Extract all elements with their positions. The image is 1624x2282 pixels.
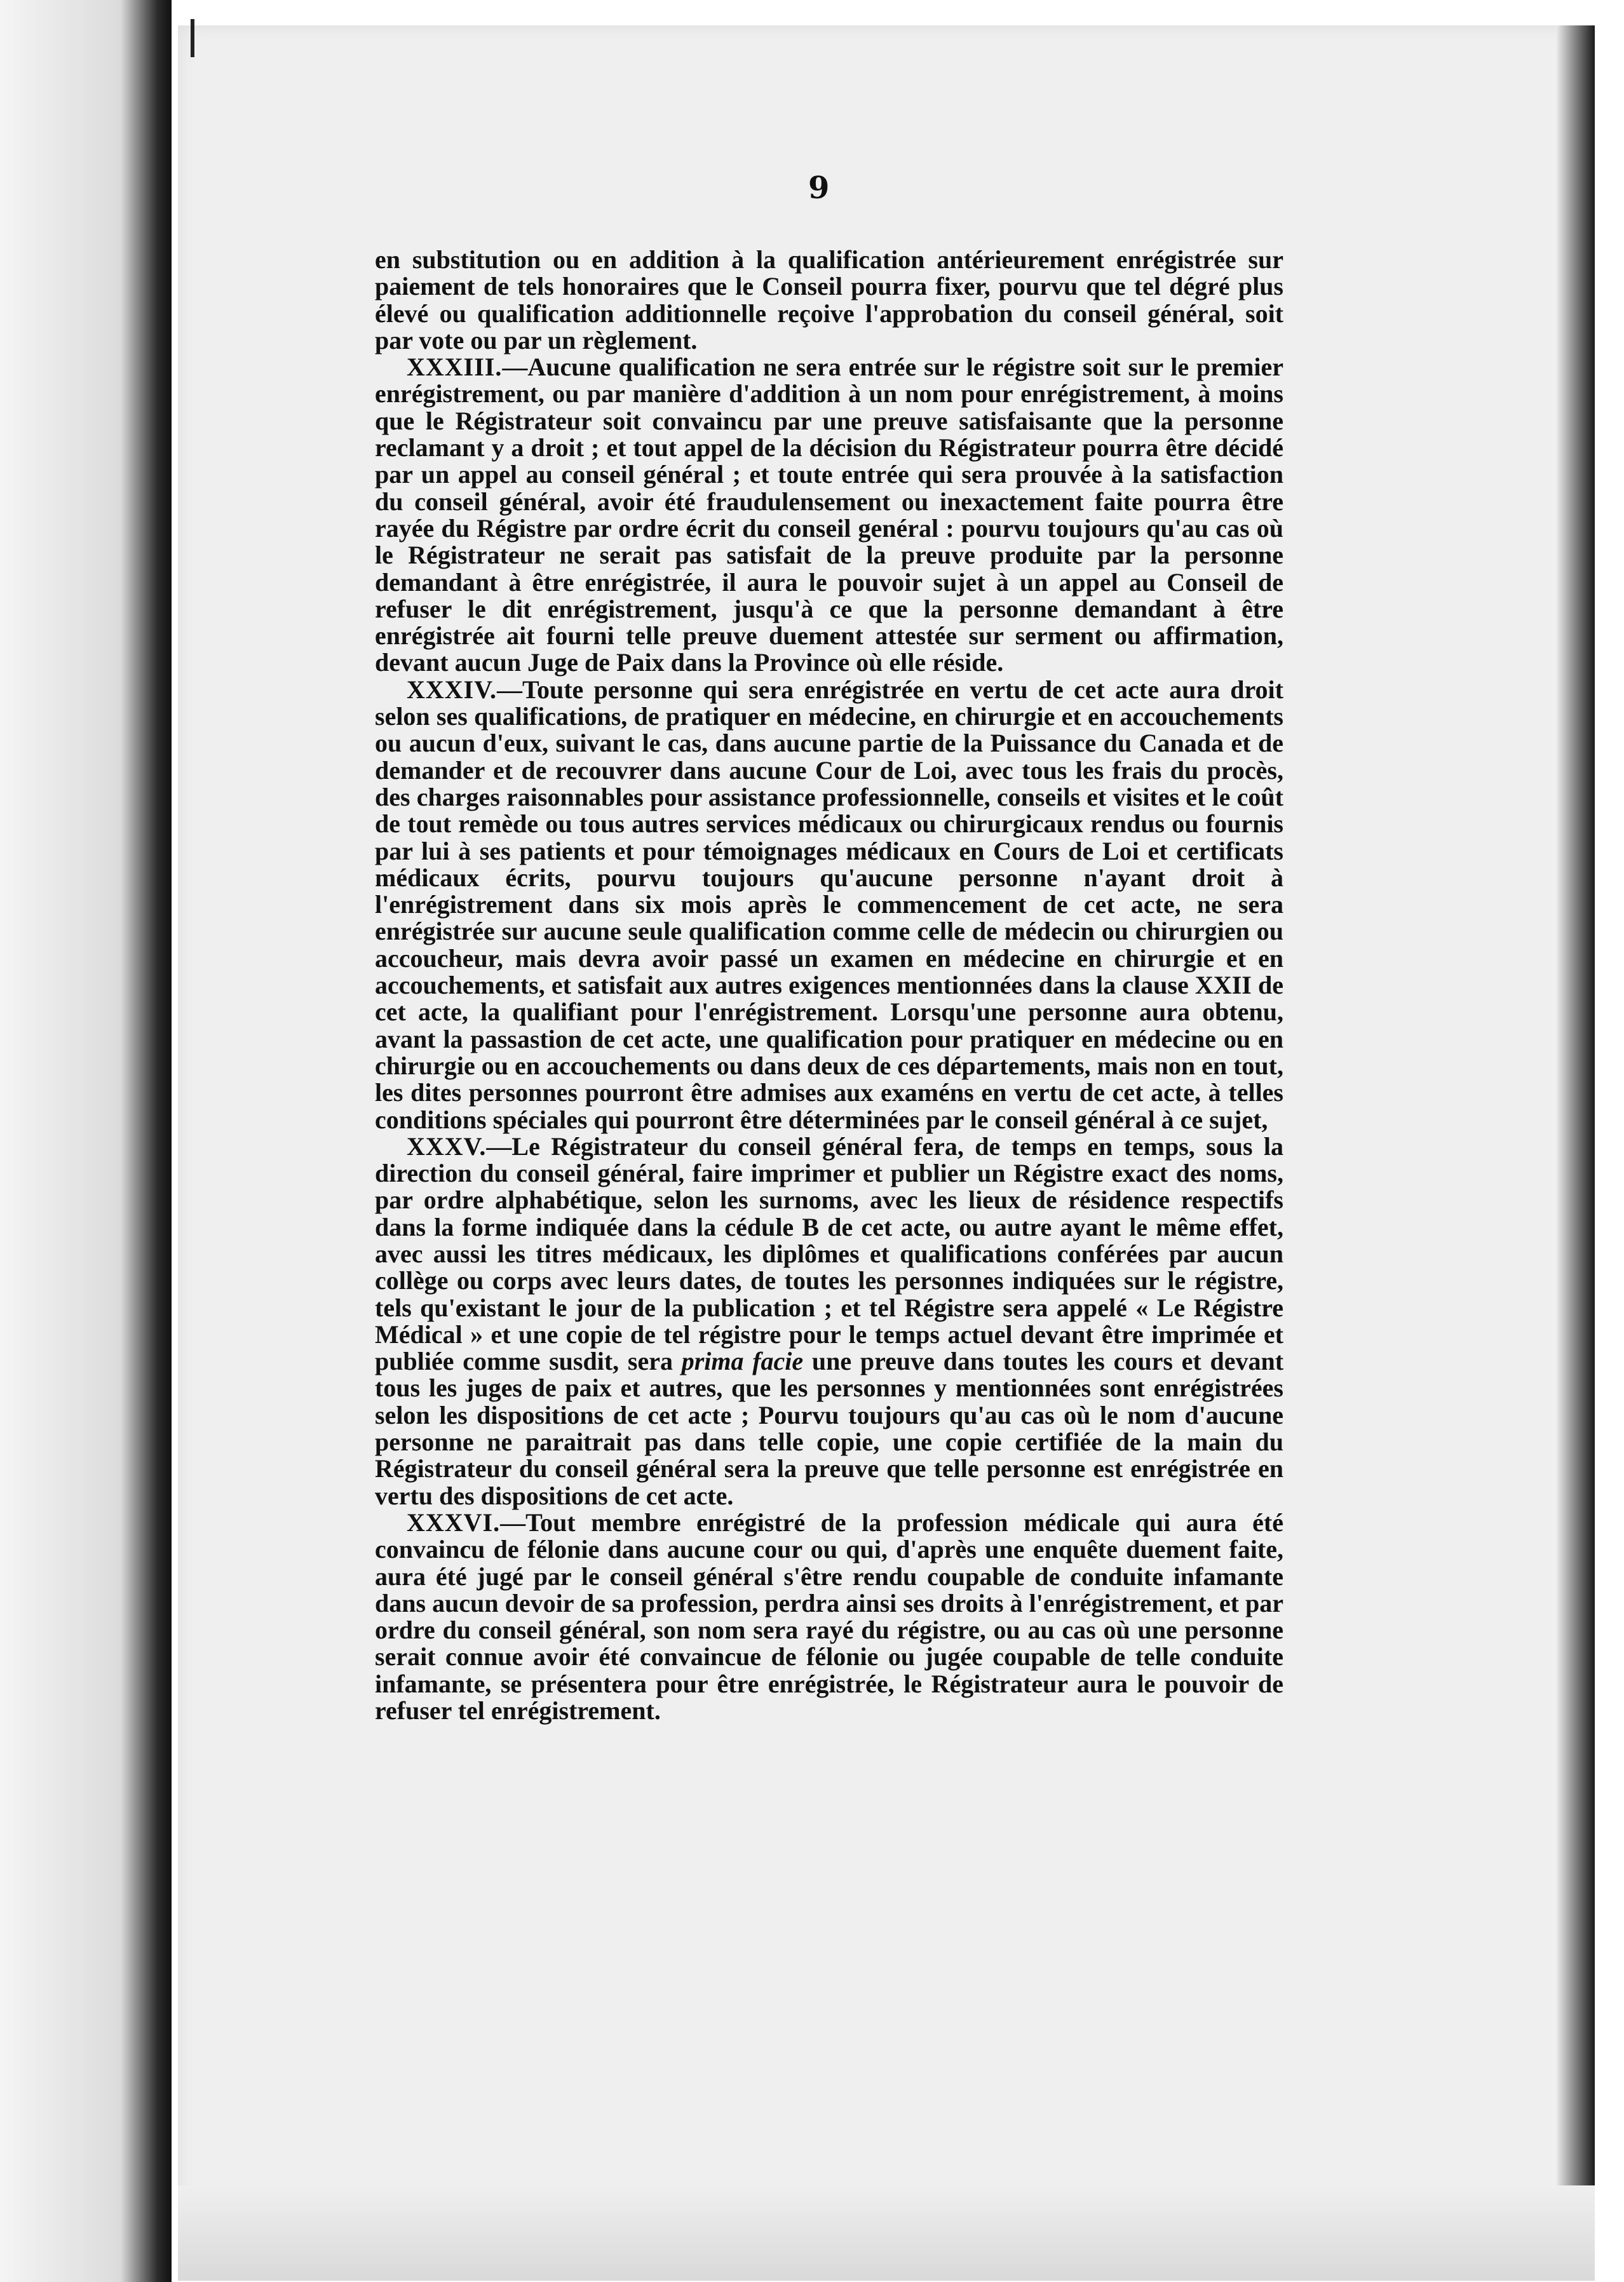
document-body — [375, 246, 1283, 1724]
page-bottom-shading — [178, 2185, 1595, 2281]
paragraph-section-34 — [375, 677, 1283, 1133]
section-number: XXXVI. — [407, 1508, 501, 1537]
paragraph-section-35 — [375, 1133, 1283, 1509]
paragraph-italic-text: prima facie — [681, 1347, 804, 1376]
paragraph-section-36 — [375, 1509, 1283, 1724]
section-number: XXXIV. — [407, 675, 497, 704]
section-number: XXXV. — [407, 1131, 487, 1161]
paragraph-text: —Toute personne qui sera enrégistrée en vertu de cet acte aura droit selon ses qualifications, de pratiquer en médecine, en chirurgie et en accouchements ou aucun d'eux, suivant le cas, dans aucune partie de la Puissance du Canada et de demander et de recouvrer dans aucune Cour de Loi, avec tous les frais du procès, des charges raisonnables pour assistance professionnelle, conseils et visites et le coût de tout remède ou tous autres services médicaux ou chirurgicaux rendus ou fournis par lui à ses patients et pour témoignages médicaux en Cours de Loi et certificats médicaux écrits, pourvu toujours qu'aucune personne n'ayant droit à l'enrégistrement dans six mois après le commencement de cet acte, ne sera enrégistrée sur aucune seule qualification comme celle de médecin ou chirurgien ou accoucheur, mais devra avoir passé un examen en médecine en chirurgie et en accouchements, et satisfait aux autres exigences mentionnées dans la clause XXII de cet acte, la qualifiant pour l'enrégistrement. Lorsqu'une personne aura obtenu, avant la passastion de cet acte, une qualification pour pratiquer en médecine ou en chirurgie ou en accouchements ou dans deux de ces départements, mais non en tout, les dites personnes pourront être admises aux examéns en vertu de cet acte, à telles conditions spéciales qui pourront être déterminées par le conseil général à ce sujet, — [375, 675, 1283, 1134]
facing-page-edge — [0, 0, 172, 2282]
page-number: 9 — [808, 170, 830, 206]
paragraph-text: en substitution ou en addition à la qualification antérieurement enrégistrée sur paiement de tels honoraires que le Conseil pourra fixer, pourvu que tel dégré plus élevé ou qualification additionnelle reçoive l'approbation du conseil général, soit par vote ou par un règlement. — [375, 245, 1283, 354]
paragraph-continuation — [375, 246, 1283, 354]
paragraph-text: —Aucune qualification ne sera entrée sur le régistre soit sur le premier enrégistrement, ou par manière d'addition à un nom pour enrégistrement, à moins que le Régistrateur soit convaincu par une preuve satisfaisante que la personne reclamant y a droit ; et tout appel de la décision du Régistrateur pourra être décidé par un appel au conseil général ; et toute entrée qui sera prouvée à la satisfaction du conseil général, avoir été fraudulensement ou inexactement faite pourra être rayée du Régistre par ordre écrit du conseil genéral : pourvu toujours qu'au cas où le Régistrateur ne serait pas satisfait de la preuve produite par la personne demandant à être enrégistrée, il aura le pouvoir sujet à un appel au Conseil de refuser le dit enrégistrement, jusqu'à ce que la personne demandant à être enrégistrée ait fourni telle preuve duement attestée sur serment ou affirmation, devant aucun Juge de Paix dans la Province où elle réside. — [375, 353, 1283, 677]
margin-mark — [191, 19, 194, 57]
paragraph-text: une preuve dans toutes les cours et devant tous les juges de paix et autres, que les personnes y mentionnées sont enrégistrées selon les dispositions de cet acte ; Pourvu toujours qu'au cas où le nom d'aucune personne ne paraitrait pas dans telle copie, une copie certifiée de la main du Régistrateur du conseil général sera la preuve que telle personne est enrégistrée en vertu des dispositions de cet acte. — [375, 1347, 1284, 1510]
paragraph-text: —Tout membre enrégistré de la profession médicale qui aura été convaincu de félonie dans aucune cour ou qui, d'après une enquête duement faite, aura été jugé par le conseil général s'être rendu coupable de conduite infamante dans aucun devoir de sa profession, perdra ainsi ses droits à l'enrégistrement, et par ordre du conseil général, son nom sera rayé du régistre, ou au cas où une personne serait connue avoir été convaincue de félonie ou jugée coupable de telle conduite infamante, se présentera pour être enrégistrée, le Régistrateur aura le pouvoir de refuser tel enrégistrement. — [375, 1508, 1283, 1725]
paragraph-section-33 — [375, 354, 1283, 677]
section-number: XXXIII. — [407, 353, 503, 382]
paragraph-text: —Le Régistrateur du conseil général fera, de temps en temps, sous la direction du conseil général, faire imprimer et publier un Régistre exact des noms, par ordre alphabétique, selon les surnoms, avec les lieux de résidence respectifs dans la forme indiquée dans la cédule B de cet acte, ou autre ayant le même effet, avec aussi les titres médicaux, les diplômes et qualifications conférées par aucun collège ou corps avec leurs dates, de toutes les personnes indiquées sur le régistre, tels qu'existant le jour de la publication ; et tel Régistre sera appelé « Le Régistre Médical » et une copie de tel régistre pour le temps actuel devant être imprimée et publiée comme susdit, sera — [375, 1131, 1283, 1376]
